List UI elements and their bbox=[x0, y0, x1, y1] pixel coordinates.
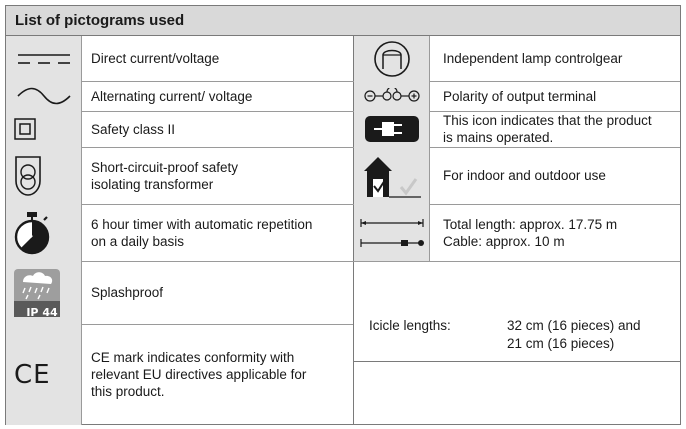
item-label: 6 hour timer with automatic repetition bbox=[91, 216, 313, 232]
list-item bbox=[6, 111, 353, 147]
item-label: Short-circuit-proof safety bbox=[91, 159, 239, 175]
item-label: Total length: approx. 17.75 m bbox=[443, 216, 618, 232]
table-title: List of pictograms used bbox=[15, 12, 185, 29]
blank-cell bbox=[354, 362, 680, 424]
alternating-current-icon bbox=[6, 81, 82, 111]
item-label-line3: this product. bbox=[91, 384, 165, 399]
direct-current-icon bbox=[6, 36, 82, 81]
list-item bbox=[354, 147, 680, 204]
item-label-line2: is mains operated. bbox=[443, 130, 554, 145]
list-item bbox=[354, 81, 680, 111]
item-label: Polarity of output terminal bbox=[443, 88, 597, 104]
list-item bbox=[354, 204, 680, 261]
item-label: Splashproof bbox=[91, 285, 164, 300]
list-item bbox=[6, 36, 353, 81]
ip44-badge: IP 44 bbox=[26, 306, 58, 319]
indoor-outdoor-icon bbox=[354, 147, 430, 204]
timer-icon bbox=[6, 204, 82, 261]
item-label: Direct current/voltage bbox=[91, 51, 220, 66]
icicle-label: Icicle lengths: bbox=[369, 318, 451, 333]
lamp-controlgear-icon bbox=[354, 36, 430, 81]
polarity-terminal-icon bbox=[354, 81, 430, 111]
length-icon bbox=[354, 204, 430, 261]
ce-mark-icon bbox=[6, 324, 82, 425]
ce-mark-text: CE bbox=[14, 359, 51, 390]
mains-plug-icon bbox=[354, 111, 430, 147]
list-item bbox=[354, 111, 680, 147]
item-label: Safety class II bbox=[91, 121, 176, 137]
item-label-line2: on a daily basis bbox=[91, 233, 185, 249]
item-label-line2: relevant EU directives applicable for bbox=[91, 367, 307, 382]
list-item bbox=[6, 324, 353, 425]
item-label: This icon indicates that the product bbox=[443, 113, 652, 128]
list-item bbox=[354, 36, 680, 81]
list-item bbox=[6, 204, 353, 261]
item-label: Independent lamp controlgear bbox=[443, 51, 623, 66]
item-label: For indoor and outdoor use bbox=[443, 168, 606, 183]
icicle-cell bbox=[354, 261, 680, 361]
pictogram-table bbox=[5, 5, 681, 425]
item-label: Alternating current/ voltage bbox=[91, 88, 253, 104]
item-label-line2: isolating transformer bbox=[91, 176, 214, 192]
list-item bbox=[6, 147, 353, 204]
item-label: CE mark indicates conformity with bbox=[91, 350, 295, 365]
item-label-line2: Cable: approx. 10 m bbox=[443, 233, 565, 249]
icicle-value-2: 21 cm (16 pieces) bbox=[507, 336, 615, 351]
icicle-value-1: 32 cm (16 pieces) and bbox=[507, 318, 641, 333]
table-title-bar bbox=[6, 6, 680, 36]
safety-class-ii-icon bbox=[6, 111, 82, 147]
list-item bbox=[6, 81, 353, 111]
safety-transformer-icon bbox=[6, 147, 82, 204]
splashproof-ip44-icon bbox=[6, 261, 82, 324]
